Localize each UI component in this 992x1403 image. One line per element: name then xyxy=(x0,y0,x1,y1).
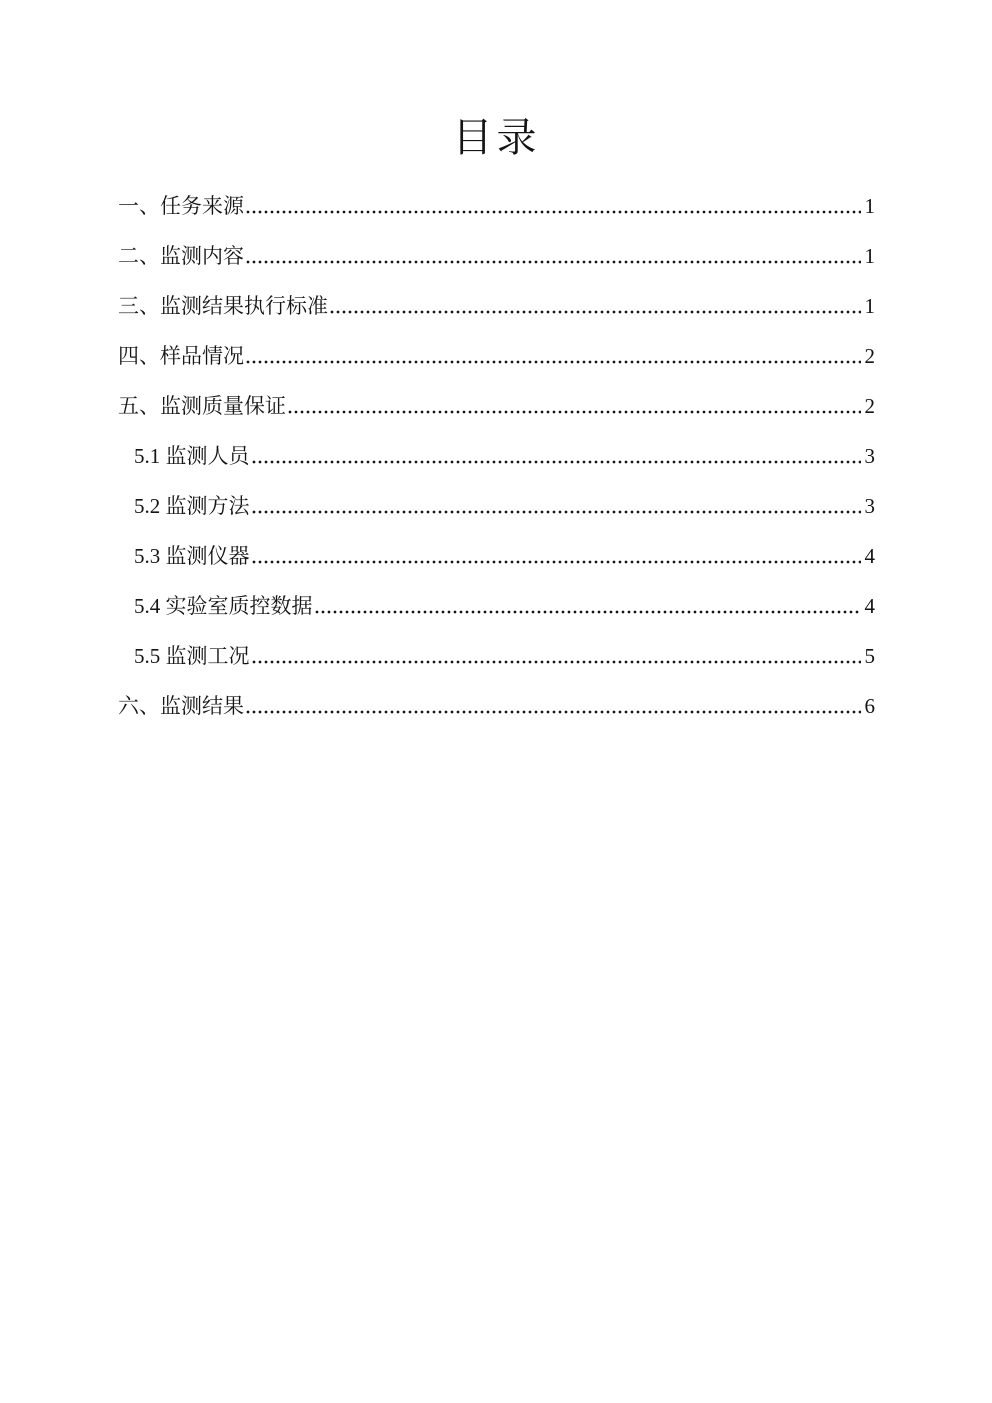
toc-entry[interactable] xyxy=(118,331,875,381)
toc-entry-label: 六、监测结果 xyxy=(118,693,244,718)
toc-entry-page: 1 xyxy=(864,193,875,218)
toc-entry-page: 2 xyxy=(864,343,875,368)
toc-leader-dots xyxy=(251,546,861,567)
toc-leader-dots xyxy=(245,196,861,217)
toc-entry[interactable] xyxy=(118,481,875,531)
page-title: 目录 xyxy=(452,115,541,160)
toc-entry-page: 4 xyxy=(864,593,875,618)
toc-leader-dots xyxy=(287,396,861,417)
toc-entry-label: 一、任务来源 xyxy=(118,193,244,218)
toc-leader-dots xyxy=(251,496,861,517)
toc-entry[interactable] xyxy=(118,431,875,481)
toc-entry-page: 4 xyxy=(864,543,875,568)
toc-list xyxy=(118,181,875,731)
toc-entry[interactable] xyxy=(118,681,875,731)
toc-entry-label: 四、样品情况 xyxy=(118,343,244,368)
toc-entry-page: 6 xyxy=(864,693,875,718)
toc-entry-label: 5.4 实验室质控数据 xyxy=(134,593,313,618)
toc-entry[interactable] xyxy=(118,531,875,581)
toc-leader-dots xyxy=(245,696,861,717)
toc-entry[interactable] xyxy=(118,581,875,631)
toc-entry[interactable] xyxy=(118,281,875,331)
toc-entry[interactable] xyxy=(118,231,875,281)
toc-entry-page: 3 xyxy=(864,493,875,518)
toc-leader-dots xyxy=(314,596,861,617)
toc-leader-dots xyxy=(251,446,861,467)
toc-entry-page: 5 xyxy=(864,643,875,668)
toc-leader-dots xyxy=(245,346,861,367)
toc-entry-label: 5.1 监测人员 xyxy=(134,443,250,468)
toc-entry-label: 5.5 监测工况 xyxy=(134,643,250,668)
toc-entry-page: 1 xyxy=(864,293,875,318)
toc-entry-page: 2 xyxy=(864,393,875,418)
toc-entry[interactable] xyxy=(118,631,875,681)
toc-entry[interactable] xyxy=(118,381,875,431)
toc-leader-dots xyxy=(329,296,861,317)
toc-entry-label: 5.2 监测方法 xyxy=(134,493,250,518)
toc-entry-label: 二、监测内容 xyxy=(118,243,244,268)
toc-leader-dots xyxy=(245,246,861,267)
toc-leader-dots xyxy=(251,646,861,667)
toc-entry-page: 1 xyxy=(864,243,875,268)
toc-entry-label: 五、监测质量保证 xyxy=(118,393,286,418)
toc-entry-page: 3 xyxy=(864,443,875,468)
toc-entry-label: 5.3 监测仪器 xyxy=(134,543,250,568)
toc-entry-label: 三、监测结果执行标准 xyxy=(118,293,328,318)
toc-entry[interactable] xyxy=(118,181,875,231)
